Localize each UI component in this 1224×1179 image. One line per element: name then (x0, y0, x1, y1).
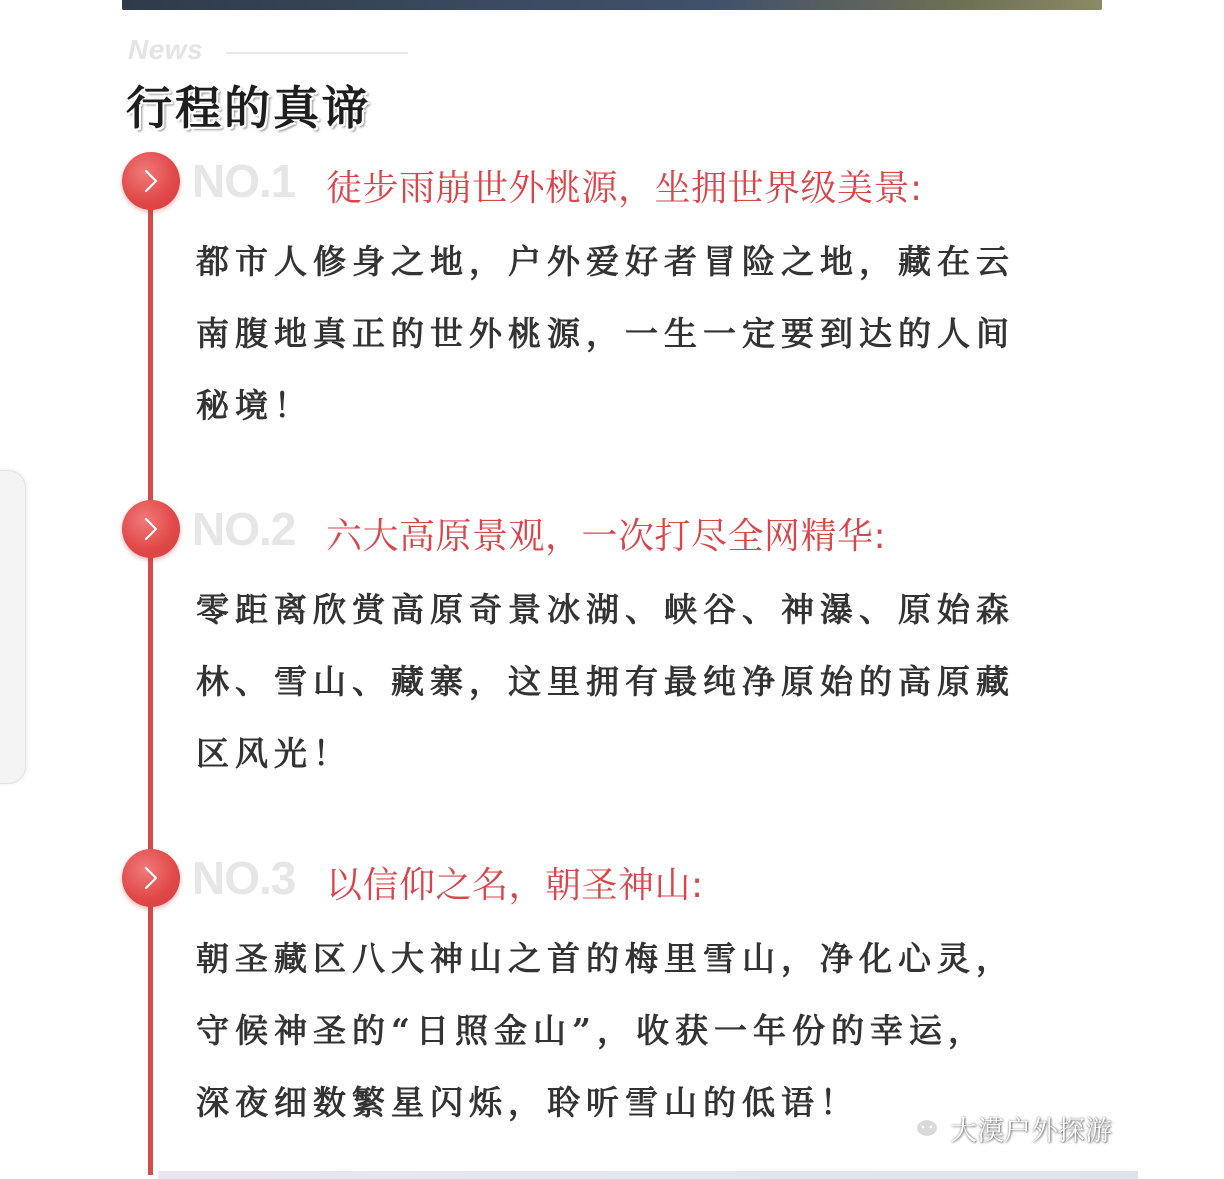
body-line: 林、雪山、藏寨，这里拥有最纯净原始的高原藏 (196, 662, 1015, 701)
timeline-line (148, 180, 153, 1175)
body-line: 零距离欣赏高原奇景冰湖、峡谷、神瀑、原始森 (196, 590, 1015, 629)
item-number: NO.3 (192, 852, 296, 904)
body-line: 守候神圣的“日照金山”，收获一年份的幸运， (196, 1011, 987, 1050)
wechat-icon (898, 1108, 942, 1149)
news-tag: News (128, 34, 204, 65)
body-line: 都市人修身之地，户外爱好者冒险之地，藏在云 (196, 242, 1015, 281)
chevron-right-icon (122, 849, 180, 907)
chevron-right-icon (122, 500, 180, 558)
item-heading: 徒步雨崩世外桃源，坐拥世界级美景: (326, 168, 923, 209)
news-divider (226, 52, 408, 54)
body-line: 朝圣藏区八大神山之首的梅里雪山，净化心灵， (196, 939, 1015, 978)
item-body (196, 574, 1106, 790)
watermark-text: 大漠户外探游 (950, 1115, 1112, 1147)
item-number: NO.1 (192, 155, 296, 207)
section-title: 行程的真谛 (126, 81, 371, 135)
bottom-banner-image (158, 1171, 1138, 1179)
item-heading: 以信仰之名，朝圣神山: (326, 865, 704, 906)
side-drawer-handle[interactable] (0, 470, 26, 784)
item-number: NO.2 (192, 503, 296, 555)
body-line: 秘境！ (196, 386, 313, 425)
item-body (196, 923, 1106, 1139)
top-banner-image (122, 0, 1102, 10)
body-line: 深夜细数繁星闪烁，聆听雪山的低语！ (196, 1083, 859, 1122)
watermark (898, 1108, 1112, 1148)
item-body (196, 226, 1106, 442)
body-line: 区风光！ (196, 734, 352, 773)
body-line: 南腹地真正的世外桃源，一生一定要到达的人间 (196, 314, 1015, 353)
item-heading: 六大高原景观，一次打尽全网精华: (326, 516, 887, 557)
chevron-right-icon (122, 152, 180, 210)
